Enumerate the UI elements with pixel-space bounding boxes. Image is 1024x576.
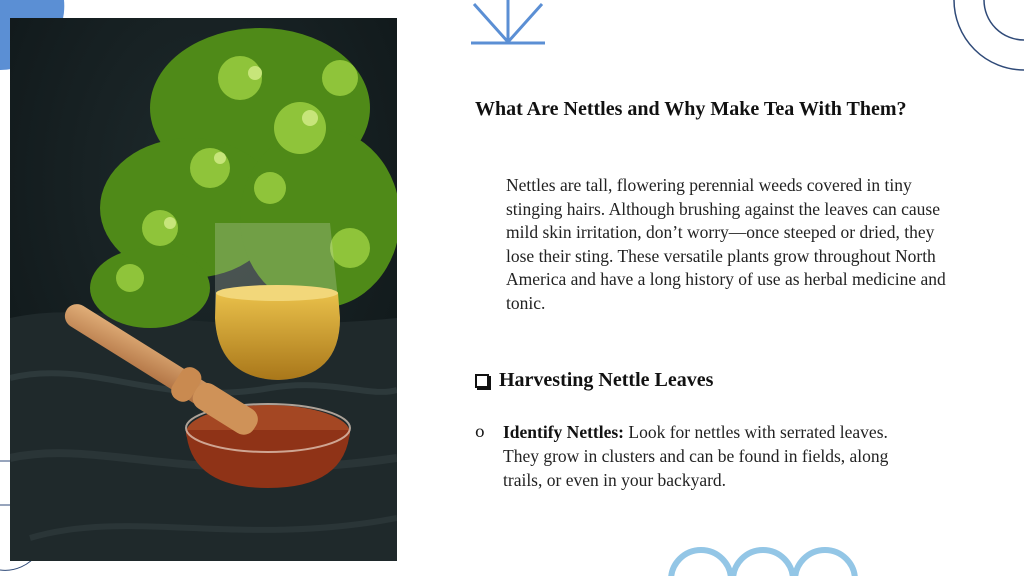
list-item	[475, 420, 915, 492]
intro-paragraph: Nettles are tall, flowering perennial weeds covered in tiny stinging hairs. Although brushing against the leaves can cause mild skin irritation, don’t worry—once steeped or dried, they lose their sting. These versatile plants grow throughout North America and have a long history of use as herbal medicine and tonic.	[506, 175, 946, 313]
nettle-tea-photo	[10, 18, 397, 561]
sunburst-decoration	[468, 0, 548, 50]
circle-bullet-icon: o	[475, 422, 485, 441]
slide-heading: What Are Nettles and Why Make Tea With Them?	[475, 98, 907, 120]
checkbox-bullet-icon	[475, 374, 489, 388]
bullet-body: Look for nettles with serrated leaves. They grow in clusters and can be found in fields, along trails, or even in your backyard.	[503, 422, 889, 490]
section-harvesting	[475, 369, 713, 392]
corner-circles-decoration	[944, 0, 1024, 80]
section-title: Harvesting Nettle Leaves	[499, 369, 714, 391]
bottom-arcs-decoration	[666, 540, 866, 576]
bullet-term: Identify Nettles:	[503, 422, 625, 442]
slide-content	[475, 96, 955, 490]
bullet-text	[503, 420, 915, 492]
